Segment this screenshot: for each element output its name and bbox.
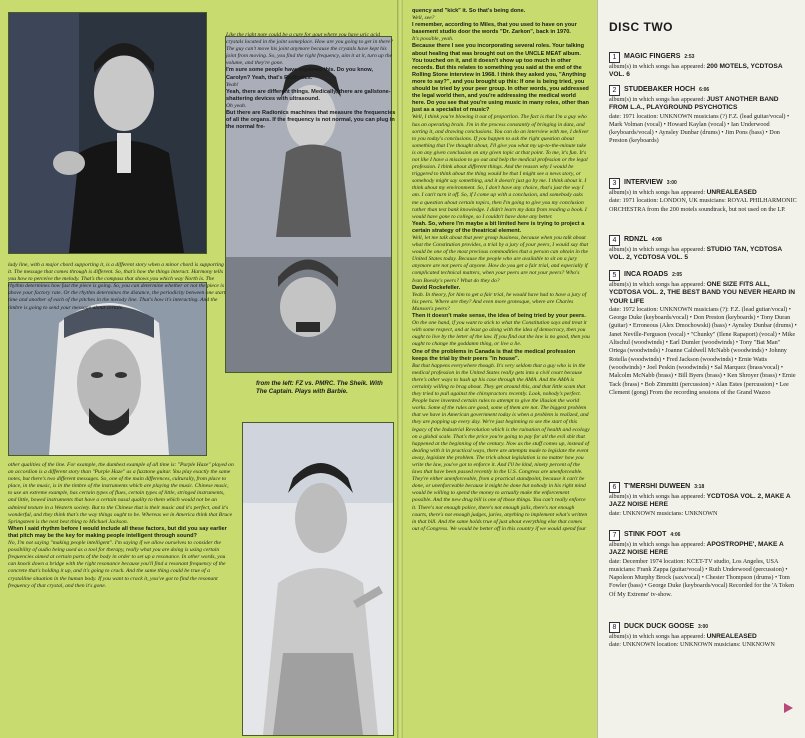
right-question-3: Yeah. So, where I'm maybe a bit limited here is trying to project a certain strategy of the theatrical element. [412, 220, 585, 234]
track-title: INCA ROADS [624, 271, 669, 279]
track-title: DUCK DUCK GOOSE [624, 623, 695, 631]
track-number: 5 [609, 270, 620, 281]
track-duration: 3:18 [694, 484, 705, 491]
albums-label: album(s) in which songs has appeared: [609, 246, 706, 253]
mid-column [226, 32, 396, 157]
left-text-3: No, I'm not saying "making people intelligent". I'm saying if we allow ourselves to consider the possibility of audio being used as a tool for therapy, really what you are doing is using certain frequencies aimed at certain parts of the body in order to set up a resonance. In other words, you can knock down a bridge with the right resonance because you'll find a resonant frequency of the concrete that's holding it up, and it's going to crack. And the same thing could be true of a crystalline situation in the human body. If you want to crack it, you've got to find the resonant frequency of that crystal, and then it's gone. [8, 540, 226, 589]
track-number: 1 [609, 52, 620, 63]
track-number: 2 [609, 85, 620, 96]
right-question-2: Because there I see you incorporating several roles. Your talking about healing that was brought out on the UNCLE MEAT album. You touched on it, and it doesn't show up too much in other records. But this relates to something you said at the end of the Rolling Stone interview in 1968. I think they asked you, "Anything more to say?", and you brought up this: If one is being tried, you should be tried by your peer group. In other words, you addressed the legal world then, and you're addressing the medical world here. Do you see that you're using music in many roles, other than just as a specialist of music? [412, 43, 589, 114]
track-details: date: UNKNOWN location: UNKNOWN musicians: UNKNOWN [609, 641, 775, 649]
track-number: 3 [609, 178, 620, 189]
track-details: date: 1971 location: LONDON, UK musicians: ROYAL PHILHARMONIC ORCHESTRA from the 200 motels soundtrack, but not used on the LP. [609, 197, 797, 213]
left-column-lower [8, 462, 234, 732]
track-duration: 4:06 [670, 532, 681, 539]
right-text-1: quency and "kick" it. So that's being done. [412, 8, 526, 14]
albums-value: 200 MOTELS, YCDTOSA VOL. 6 [609, 63, 783, 79]
right-text-2: Well, see? [412, 15, 435, 22]
track-number: 4 [609, 235, 620, 246]
track-details: date: December 1974 location: KCET-TV studio, Los Angeles, USA musicians: Frank Zappa (guitar/vocal) • Ruth Underwood (percussion) • Napoleon Murphy Brock (sax/vocal) • Chester Thompson (drums) • Tom Fowler (bass) • George Duke (keyboards/vocal) Recorded for the 'A Token Of My Extreme' tv-show. [609, 557, 795, 598]
disc-title: DISC TWO [609, 20, 673, 34]
right-text-7: On the one hand, if you want to stick to what the Constitution says and treat it with some respect, and at least go along with the idea of democracy, then you ought to live by the letter of the law. If you find out the law is no good, then you ought to change the goddamn thing, or live a lie. [412, 320, 590, 348]
right-question-4: David Rockefeller. [412, 284, 461, 291]
track-details: date: 1971 location: UNKNOWN musicians (?) F.Z. (lead guitar/vocal) • Mark Volman (vocal) • Howard Kaylan (vocal) • Ian Underwood (keyboards/vocal) • Aynsley Dunbar (drums) • Jim Pons (bass) • Don Preston (keyboards) [609, 112, 790, 145]
left-text-2: other qualities of the line. For example, the dumbest example of all time is: "Purple Haze" played on an accordion is a different story than "Purple Haze" as a fuzztone guitar. You play exactly the same notes, but there's two different messages. So, one of the main differences, culturally, from place to place, in the music, is in the timbre of the instruments which are playing the music. Chinese music, to use an extreme example, has certain types of flues, certain types of little, stringed instruments, and little, bowed instruments that have a certain nasal quality to them which would not be an admired texture in a Western society. But to the Chinese that is their music and it's perfect, and it's wonderful, and they think that's the way things ought to be. Whereas we in America think that Bruce Springsteen is the next best thing to Michael Jackson. [8, 462, 234, 525]
track-details: date: UNKNOWN musicians: UNKNOWN [609, 509, 718, 517]
photo-caption: from the left: FZ vs. PMRC. The Sheik. With The Captain. Plays with Barbie. [256, 380, 383, 396]
track-duration: 6:06 [699, 87, 710, 94]
right-question-1: I remember, according to Miles, that you used to have on your basement studio door the words "Dr. Zarkon", back in 1970. [412, 22, 577, 36]
left-question-1: When I said rhythm before I would include all these factors, but did you say earlier that pitch may be the key for making people intelligent through sound? [8, 525, 227, 539]
track-8 [609, 622, 798, 650]
track-3 [609, 178, 798, 214]
photo-pmrc [8, 12, 207, 254]
track-title: T'MERSHI DUWEEN [624, 483, 691, 491]
right-text-8: But that happens everywhere though. It's very seldom that a guy who is in the medical profession in the United States really gets into a civil court because there's other ways to hush up his case through the AMA. And the AMA is certainly willing to brag about. They get around this, and that little scam that they tried to pull against the chiropractors recently. Look, nobody's perfect. People have invented certain rules to attempt to give the illusion the world works. Some of the rules are good, some of them are not. The biggest problem that we have in American government today is when a problem is realized, and they are popping up every day. We're just beginning to see the start of this legacy of the Industrial Revolution which is the ruination of health and ecology on a global scale. That's the price you're going to pay for all the evil shit that happened at the beginning of the century. Now as the stuff comes up, instead of dealing with it in practical ways, there are attempts made to legislate the event away, legislate the problem. The trick about legislation is no matter how you write the law, you've got to enforce it. And I'll be kind, ninety percent of the laws that have been passed recently in the U.S. Congress are unenforceable. They're either unenforceable, from a practical standpoint, because it can't be done, or unenforceable because it might be done but nobody in his right mind would be willing to spend the money to actually make the enforcement possible. And the new drug bill is one of those things. You can't really enforce it. There's not enough police, there's not enough jails, there's not enough courts, there's not enough judges, juries, anything to implement what's written in that bill. And the same holds true of just about everything else that comes out of Congress. We would be better off in this country if we would spend four [412, 362, 590, 532]
albums-value: UNREALEASED [706, 189, 757, 196]
track-7 [609, 530, 798, 599]
albums-label: album(s) in which songs has appeared: [609, 633, 706, 640]
albums-label: album(s) in which songs has appeared: [609, 493, 706, 500]
track-duration: 3:00 [666, 180, 677, 187]
right-text-4: Well, I think you're blowing it out of proportion. The fact is that I'm a guy who has an operating brain. I'm in the process constantly of bringing in data, and sorting it, and drawing conclusions. You can do an interview with me, I deliver to you today's conclusions. If you happen to ask the right question about something that I've thought about, I'll give you what my up-to-the-minute take is on any given conclusion on any given topic at that point. To me, it's fun. It's not like I have a mission to go out and help the medical profession or the legal profession. I think about different things. And the reason why I would be triggered to think about the thing would be that I might see a news story, or somebody might say something, and it doesn't just go by me. I think about it. I think about my environment. So, I don't have any choice, that's just the way I am. I can't turn it off. So, if I come up with a conclusion, and somebody asks me a question about certain topics, then I'm going to give you my conclusion rather than test bank knowledge. I didn't learn my data from reading a book. I would have gone to college, so I couldn't have done any better. [412, 114, 589, 220]
track-duration: 2:05 [672, 272, 683, 279]
right-text-3: It's possible, yeah. [412, 36, 454, 43]
track-6 [609, 482, 798, 518]
track-number: 8 [609, 622, 620, 633]
track-number: 6 [609, 482, 620, 493]
spine [397, 0, 403, 738]
mid-question-3: But there are Radionics machines that measure the frequencies of all the organs. If the frequency is not normal, you can plug in the normal fre- [226, 110, 396, 131]
track-number: 7 [609, 530, 620, 541]
track-duration: 3:00 [698, 624, 709, 631]
track-title: STINK FOOT [624, 531, 667, 539]
left-text-1: lady line, with a major chord supporting it, is a different story when a minor chord is supporting it. The message that comes through is different. So, that's how the things interact. Harmony tells you how to perceive the melody. That's the compass that shows you which way North is. The rhythm determines how fast the piece is going. So, you can determine whether or not the piece is above your factory rate. Or the rhythm determines the distance, the periodicity between one start time and another of each of the pitches in the melody line. That's how it's interacting. And the timbre is going to send your message about certain [8, 262, 226, 311]
track-title: STUDEBAKER HOCH [624, 86, 696, 94]
albums-value: JUST ANOTHER BAND FROM L.A., PLAYGROUND PSYCHOTICS [609, 96, 779, 112]
albums-label: album(s) in which songs has appeared: [609, 281, 706, 288]
right-text-5: Well, let me talk about that peer group business, because when you talk about what the Constitution provides, a trial by a jury of your peers, I would say that would be one of the most precious commodities that a person can obtain in the United States today. Because the people who are available to sit on a jury anymore are not peers of anyone. How do you get a fair trial, and especially if complicated technical matters, when your peers are not your peers? Who's Ivan Boesky's peers? What do they do? [412, 235, 589, 284]
albums-label: album(s) in which songs has appeared: [609, 96, 706, 103]
track-4 [609, 235, 798, 263]
albums-value: STUDIO TAN, YCDTOSA VOL. 2, YCDTOSA VOL. 5 [609, 246, 782, 262]
track-duration: 4:08 [651, 237, 662, 244]
albums-label: album(s) in which songs has appeared: [609, 541, 706, 548]
track-1 [609, 52, 798, 80]
mid-question-2: Yeah, there are different things. Medically, there are gallstone-shattering devices with ultrasound. [226, 88, 391, 102]
albums-value: APOSTROPHE', MAKE A JAZZ NOISE HERE [609, 541, 784, 557]
photo-barbie [242, 422, 394, 736]
mid-text-3: Oh yeah. [226, 102, 247, 109]
right-question-5: Then it doesn't make sense, the idea of being tried by your peers. [412, 313, 586, 320]
right-text-6: Yeah. In theory, for him to get a fair trial, he would have had to have a jury of his peers. Where are they? And even more grotesque, where are Charles Manson's peers? [412, 291, 587, 312]
mid-text-1: Like the right note could be a cure for gout where you have uric acid crystals located in the joint someplace. How are you going to get in there? The guy can't move his joint anymore because the crystals have kept his joint from moving. So, you find the right frequency, aim it at it, turn up the volume, and they're gone. [226, 32, 393, 67]
mid-text-2: Yeah! [226, 81, 239, 88]
albums-value: YCDTOSA VOL. 2, MAKE A JAZZ NOISE HERE [609, 493, 791, 509]
next-page-arrow-icon [784, 703, 793, 713]
track-title: INTERVIEW [624, 179, 663, 187]
right-column [412, 8, 590, 734]
track-duration: 2:53 [684, 54, 695, 61]
mid-question-1: I'm sure some people have explored this. Do you know, Carolyn? Yeah, that's Radionics. [226, 67, 373, 81]
albums-value: ONE SIZE FITS ALL, YCDTOSA VOL. 2, THE BEST BAND YOU NEVER HEARD IN YOUR LIFE [609, 281, 795, 305]
track-title: RDNZL [624, 236, 648, 244]
albums-label: album(s) in which songs has appeared: [609, 189, 706, 196]
right-question-6: One of the problems in Canada is that the medical profession keeps the trial by their peers "in house". [412, 348, 576, 362]
disc-two-panel [597, 0, 805, 738]
albums-value: UNREALEASED [706, 633, 757, 640]
track-details: date: 1972 location: UNKNOWN musicians (?): F.Z. (lead guitar/vocal) • George Duke (keyboards/vocal) • Don Preston (keyboards) • Tony Duran (guitar) • Erroneous (Alex Dmochowski) (bass) • Aynsley Dunbar (drums) • Janet Neville-Ferguson (vocal) • "Chunky" (Ilene Rapaport) (vocal) • Mike Altschul (woodwinds) • Earl Dumler (woodwinds) • Tony "Bat Man" Ortega (woodwinds) • Joanne Caldwell McNabb (woodwinds) • Johnny Rotella (woodwinds) • Fred Jackson (woodwinds) • Ernie Watts (woodwinds) • Joel Peskin (woodwinds) • Sal Marquez (brass/vocal) • Malcolm McNabb (brass) • Bill Byers (brass) • Ken Shroyer (brass) • Ernie Tack (brass) • Bob Zimmitti (percussion) • Alan Estes (percussion) • Lee Clement (gong) From the recording sessions of the Grand Wazoo [609, 305, 797, 396]
albums-label: album(s) in which songs has appeared: [609, 63, 706, 70]
track-title: MAGIC FINGERS [624, 53, 681, 61]
track-2 [609, 85, 798, 146]
track-5 [609, 270, 798, 397]
